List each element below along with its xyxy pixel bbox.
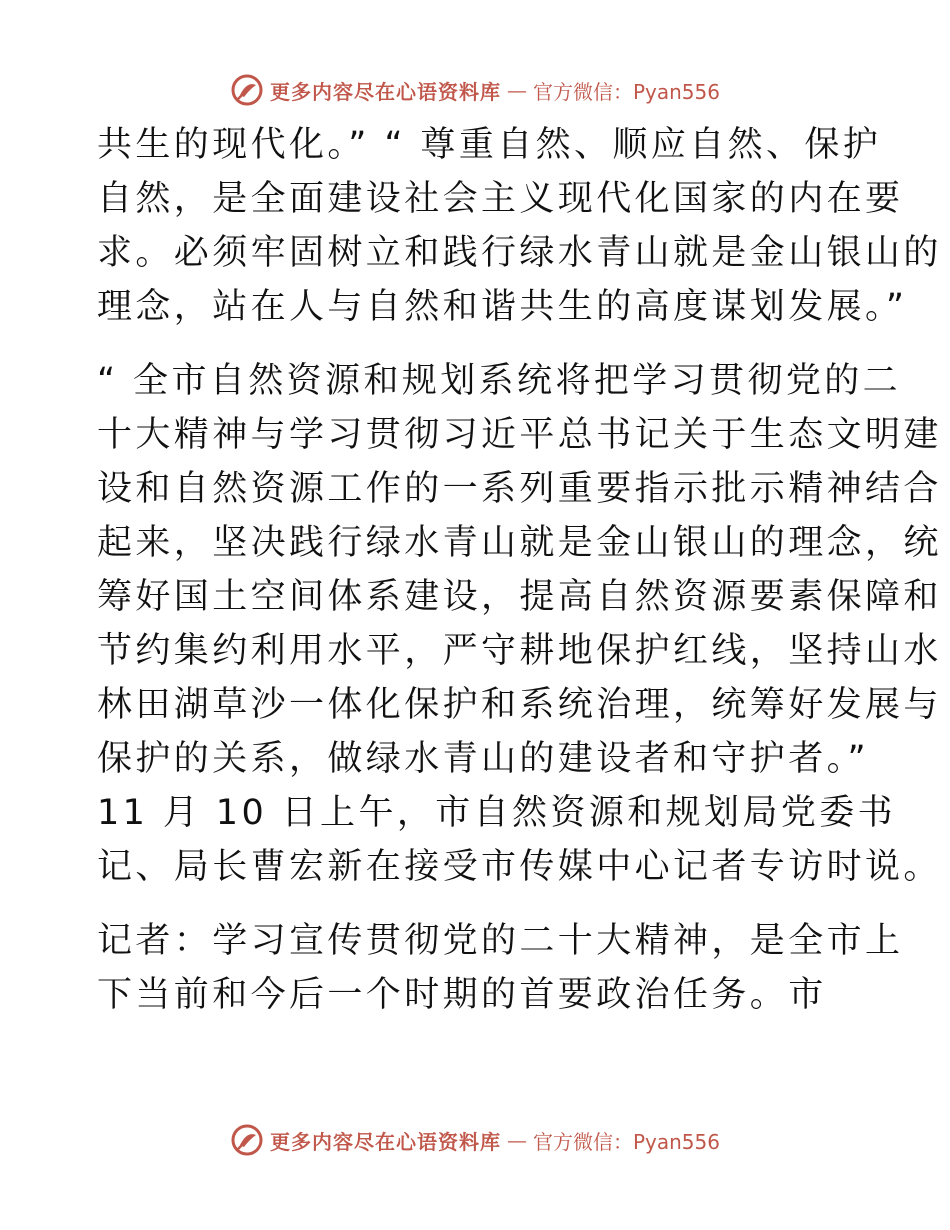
paragraph-2: [97, 354, 942, 894]
header-watermark-banner: [0, 70, 950, 110]
text-line: 记者：学习宣传贯彻党的二十大精神，是全市上: [97, 921, 904, 961]
paragraph-1: [97, 118, 942, 334]
banner-separator: —: [506, 1128, 527, 1152]
text-line: 自然，是全面建设社会主义现代化国家的内在要: [97, 179, 904, 219]
banner-wechat-text: 官方微信：Pyan556: [532, 1129, 720, 1154]
text-line: 保护的关系，做绿水青山的建设者和守护者。”: [97, 739, 870, 779]
text-line: 筹好国土空间体系建设，提高自然资源要素保障和: [97, 577, 942, 617]
text-line: 求。必须牢固树立和践行绿水青山就是金山银山的: [97, 233, 942, 273]
text-line: 林田湖草沙一体化保护和系统治理，统筹好发展与: [97, 685, 942, 725]
banner-main-text: 更多内容尽在心语资料库: [269, 1129, 501, 1154]
text-line: 节约集约利用水平，严守耕地保护红线，坚持山水: [97, 631, 942, 671]
text-line: 理念，站在人与自然和谐共生的高度谋划发展。”: [97, 287, 908, 327]
text-line: 11 月 10 日上午，市自然资源和规划局党委书: [97, 793, 897, 833]
text-line: 下当前和今后一个时期的首要政治任务。市: [97, 975, 827, 1015]
paragraph-3: [97, 914, 904, 1022]
document-body: [97, 118, 942, 1022]
xinyu-logo-icon: [230, 73, 264, 107]
text-line: 设和自然资源工作的一系列重要指示批示精神结合: [97, 469, 942, 509]
text-line: “ 全市自然资源和规划系统将把学习贯彻党的二: [97, 361, 902, 401]
text-line: 十大精神与学习贯彻习近平总书记关于生态文明建: [97, 415, 942, 455]
text-line: 记、局长曹宏新在接受市传媒中心记者专访时说。: [97, 847, 942, 887]
footer-watermark-banner: [0, 1120, 950, 1160]
banner-wechat-text: 官方微信：Pyan556: [532, 79, 720, 104]
text-line: 共生的现代化。” “ 尊重自然、顺应自然、保护: [97, 125, 882, 165]
text-line: 起来，坚决践行绿水青山就是金山银山的理念，统: [97, 523, 942, 563]
banner-separator: —: [506, 78, 527, 102]
banner-main-text: 更多内容尽在心语资料库: [269, 79, 501, 104]
xinyu-logo-icon: [230, 1123, 264, 1157]
